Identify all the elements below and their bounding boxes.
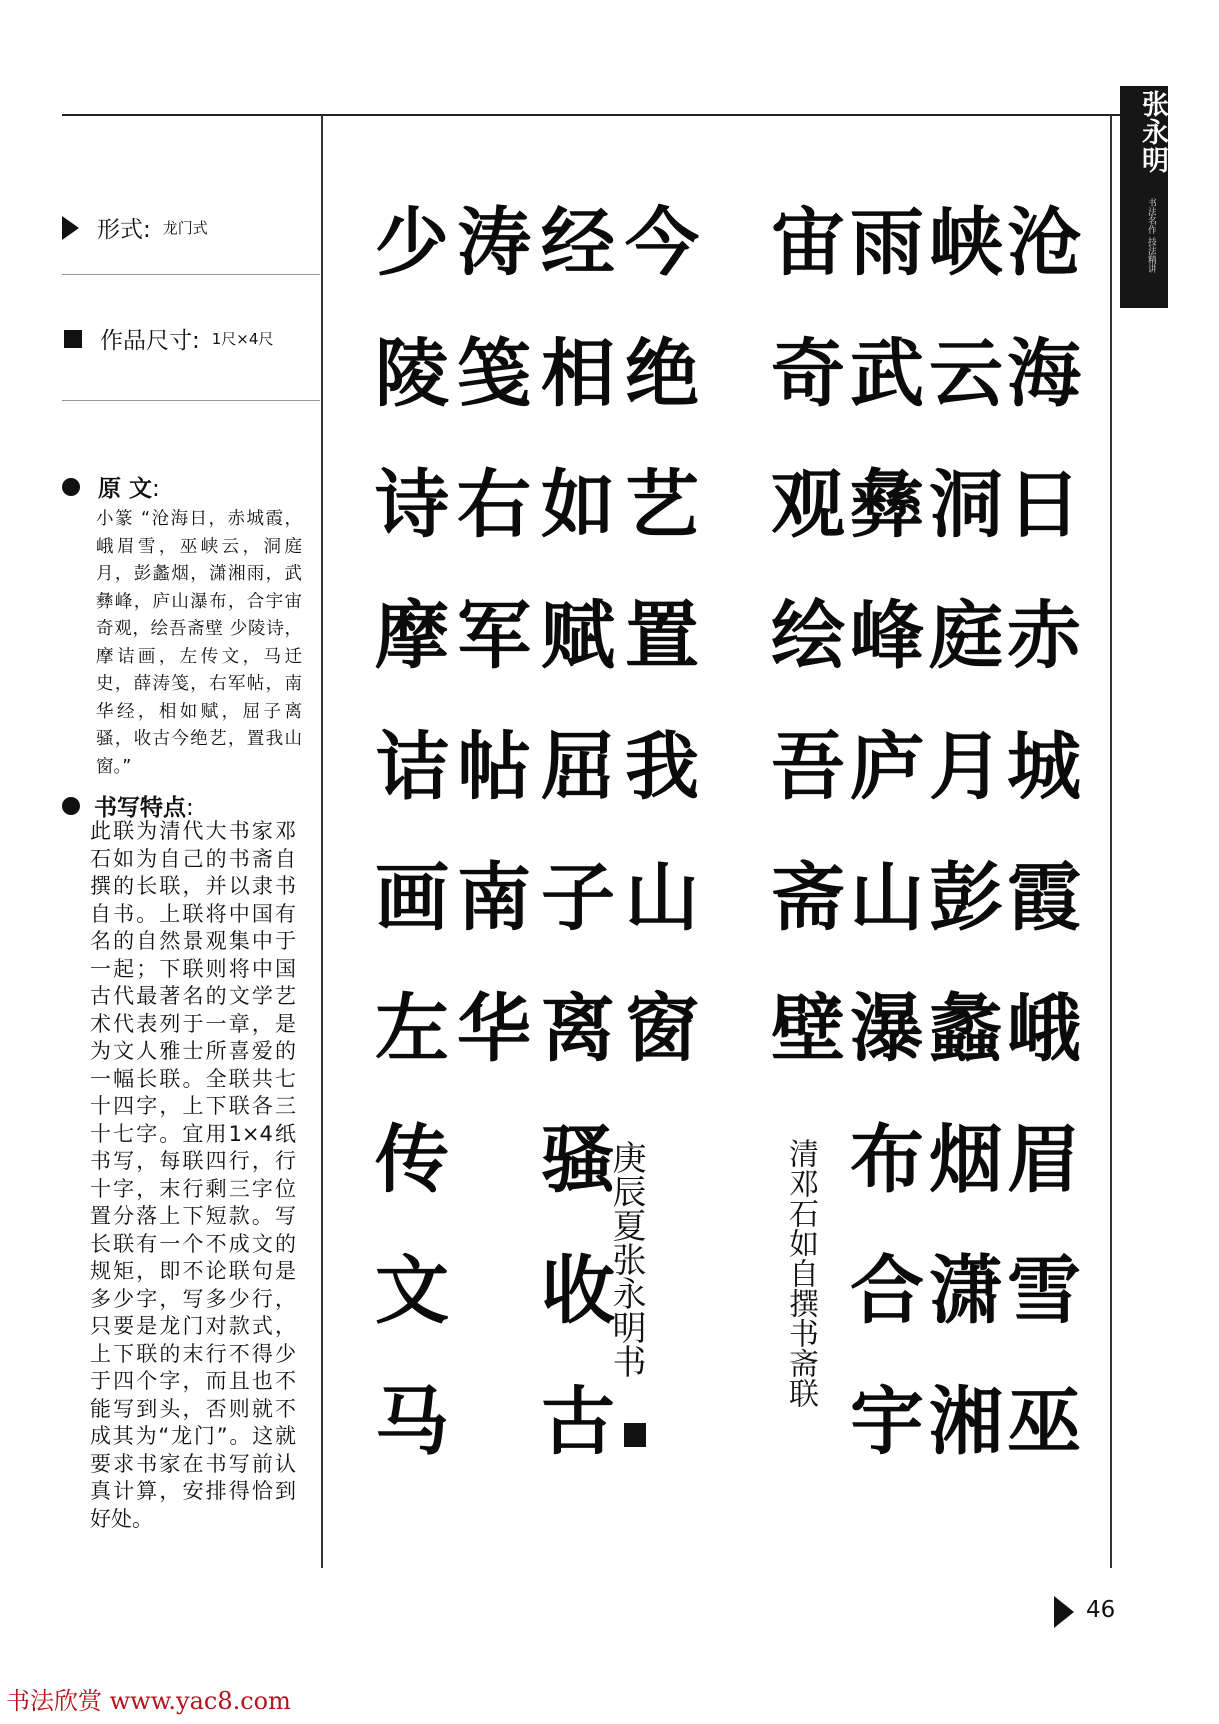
calligraphy-character: 湘 — [929, 1379, 1003, 1465]
calligraphy-character: 子 — [541, 855, 615, 941]
calligraphy-character: 宇 — [850, 1379, 924, 1465]
calligraphy-character: 如 — [541, 462, 615, 548]
calligraphy-character: 少 — [375, 200, 449, 286]
calligraphy-character: 窗 — [625, 986, 699, 1072]
calligraphy-column — [924, 178, 1008, 1488]
calligraphy-character: 古 — [541, 1379, 615, 1465]
calligraphy-column — [845, 178, 929, 1488]
calligraphy-column — [1002, 178, 1086, 1488]
calligraphy-character: 眉 — [1007, 1117, 1081, 1203]
calligraphy-character: 斋 — [771, 855, 845, 941]
calligraphy-character: 奇 — [771, 331, 845, 417]
calligraphy-character: 传 — [375, 1117, 449, 1203]
calligraphy-character: 城 — [1007, 724, 1081, 810]
page-number: 46 — [1086, 1597, 1116, 1623]
calligraphy-character: 山 — [625, 855, 699, 941]
calligraphy-character: 峨 — [1007, 986, 1081, 1072]
calligraphy-character: 彝 — [850, 462, 924, 548]
dot-bullet-icon — [62, 478, 80, 496]
calligraphy-character: 赋 — [541, 593, 615, 679]
calligraphy-character: 骚 — [541, 1117, 615, 1203]
calligraphy-character: 绘 — [771, 593, 845, 679]
calligraphy-character: 洞 — [929, 462, 1003, 548]
calligraphy-character: 雪 — [1007, 1248, 1081, 1334]
series-author: 张永明 — [1137, 90, 1168, 174]
page-triangle-icon — [1054, 1596, 1074, 1628]
calligraphy-character: 南 — [457, 855, 531, 941]
calligraphy-character: 庐 — [850, 724, 924, 810]
calligraphy-character: 日 — [1007, 462, 1081, 548]
calligraphy-character: 艺 — [625, 462, 699, 548]
calligraphy-character: 华 — [457, 986, 531, 1072]
column-divider-left — [321, 115, 323, 1568]
size-value: 1尺×4尺 — [211, 330, 274, 348]
form-value: 龙门式 — [162, 219, 208, 237]
calligraphy-character: 经 — [541, 200, 615, 286]
series-tab — [1120, 86, 1168, 308]
calligraphy-character: 观 — [771, 462, 845, 548]
original-label: 原 文: — [98, 476, 160, 502]
features-label: 书写特点: — [94, 795, 194, 821]
calligraphy-character: 马 — [375, 1379, 449, 1465]
calligraphy-character: 霞 — [1007, 855, 1081, 941]
calligraphy-character: 雨 — [850, 200, 924, 286]
calligraphy-character: 布 — [850, 1117, 924, 1203]
calligraphy-character: 笺 — [457, 331, 531, 417]
calligraphy-character: 诗 — [375, 462, 449, 548]
calligraphy-column — [766, 178, 850, 1095]
calligraphy-character: 山 — [850, 855, 924, 941]
calligraphy-character: 合 — [850, 1248, 924, 1334]
watermark: 书法欣赏 www.yac8.com — [6, 1687, 291, 1715]
triangle-bullet-icon — [62, 216, 79, 240]
calligraphy-character: 赤 — [1007, 593, 1081, 679]
calligraphy-character: 绝 — [625, 331, 699, 417]
form-label: 形式: — [97, 217, 151, 243]
sidebar-divider — [62, 274, 320, 275]
features-text: 此联为清代大书家邓石如为自己的书斋自撰的长联，并以隶书自书。上联将中国有名的自然景观集中于一起；下联则将中国古代最著名的文学艺术代表列于一章，是为文人雅士所喜爱的一幅长联。全联共七十四字，上下联各三十七字。宜用1×4纸书写，每联四行，行十字，末行剩三字位置分落上下短款。写长联有一个不成文的规矩，即不论联句是多少字，写多少行，只要是龙门对款式，上下联的末行不得少于四个字，而且也不能写到头，否则就不成其为“龙门”。这就要求书家在书写前认真计算，安排得恰到好处。 — [90, 819, 296, 1531]
calligraphy-character: 庭 — [929, 593, 1003, 679]
calligraphy-character: 海 — [1007, 331, 1081, 417]
calligraphy-character: 收 — [541, 1248, 615, 1334]
calligraphy-character: 文 — [375, 1248, 449, 1334]
calligraphy-character: 蠡 — [929, 986, 1003, 1072]
right-inscription: 清邓石如自撰书斋联 — [783, 1138, 818, 1408]
calligraphy-character: 陵 — [375, 331, 449, 417]
calligraphy-character: 彭 — [929, 855, 1003, 941]
form-row — [62, 211, 208, 244]
calligraphy-character: 烟 — [929, 1117, 1003, 1203]
calligraphy-character: 潇 — [929, 1248, 1003, 1334]
calligraphy-character: 离 — [541, 986, 615, 1072]
calligraphy-character: 画 — [375, 855, 449, 941]
original-text: 小篆 “沧海日，赤城霞，峨眉雪，巫峡云，洞庭月，彭蠡烟，潇湘雨，武彝峰，庐山瀑布，合宇宙奇观，绘吾斋壁 少陵诗，摩诘画，左传文，马迁史，薛涛笺，右军帖，南华经，相如赋，屈子离骚，收古今绝艺，置我山窗。” — [96, 509, 302, 777]
calligraphy-character: 我 — [625, 724, 699, 810]
left-inscription: 庚辰夏张永明书 — [606, 1140, 646, 1378]
calligraphy-character: 宙 — [771, 200, 845, 286]
square-bullet-icon — [64, 330, 82, 348]
original-heading-row — [62, 470, 160, 503]
calligraphy-character: 摩 — [375, 593, 449, 679]
calligraphy-character: 云 — [929, 331, 1003, 417]
column-divider-right — [1110, 115, 1112, 1568]
calligraphy-character: 置 — [625, 593, 699, 679]
calligraphy-character: 吾 — [771, 724, 845, 810]
series-subtitle: 书法名作 技法精讲 — [1146, 198, 1156, 273]
calligraphy-character: 相 — [541, 331, 615, 417]
calligraphy-character: 涛 — [457, 200, 531, 286]
calligraphy-character: 帖 — [457, 724, 531, 810]
header-rule — [62, 114, 1120, 116]
calligraphy-character: 军 — [457, 593, 531, 679]
calligraphy-character: 屈 — [541, 724, 615, 810]
calligraphy-character: 峡 — [929, 200, 1003, 286]
calligraphy-character: 月 — [929, 724, 1003, 810]
dot-bullet-icon — [62, 797, 80, 815]
calligraphy-character: 左 — [375, 986, 449, 1072]
calligraphy-character: 今 — [625, 200, 699, 286]
calligraphy-character: 武 — [850, 331, 924, 417]
calligraphy-character: 诘 — [375, 724, 449, 810]
calligraphy-character: 瀑 — [850, 986, 924, 1072]
calligraphy-column — [620, 178, 704, 1095]
calligraphy-character: 沧 — [1007, 200, 1081, 286]
size-row — [64, 322, 273, 355]
sidebar-divider — [62, 400, 320, 401]
size-label: 作品尺寸: — [100, 328, 200, 354]
calligraphy-column — [452, 178, 536, 1095]
calligraphy-character: 峰 — [850, 593, 924, 679]
calligraphy-column — [370, 178, 454, 1488]
seal-stamp — [624, 1423, 646, 1447]
calligraphy-character: 壁 — [771, 986, 845, 1072]
calligraphy-character: 巫 — [1007, 1379, 1081, 1465]
calligraphy-character: 右 — [457, 462, 531, 548]
